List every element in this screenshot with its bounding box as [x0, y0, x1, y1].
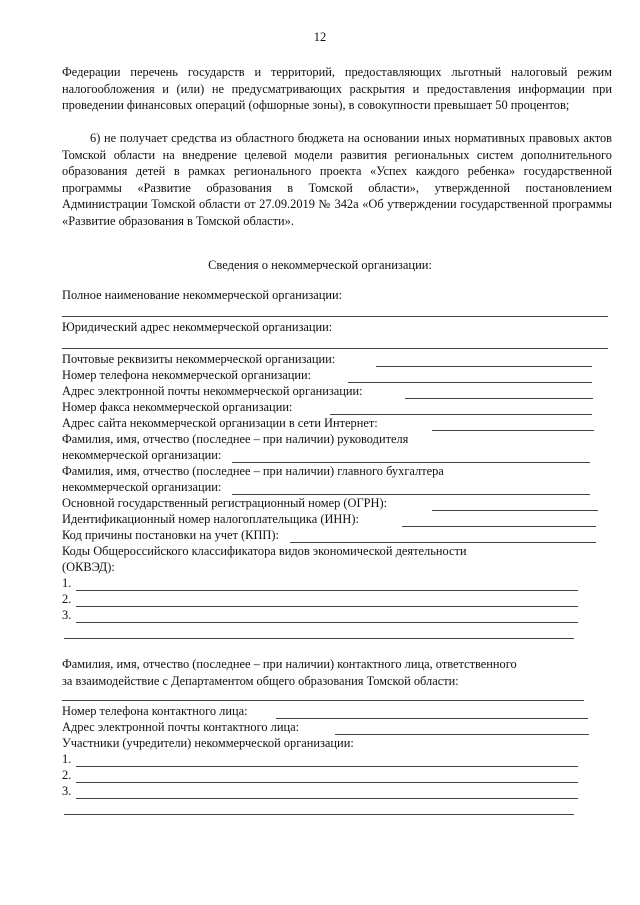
phone-label: Номер телефона некоммерческой организации:	[62, 368, 312, 382]
fax-label: Номер факса некоммерческой организации:	[62, 400, 293, 414]
inn-label: Идентификационный номер налогоплательщика (ИНН):	[62, 512, 359, 526]
head-label-line2: некоммерческой организации:	[62, 448, 222, 462]
okved-extra-blank[interactable]	[64, 638, 574, 639]
founder-number-3: 3.	[62, 784, 72, 798]
page-number: 12	[313, 30, 327, 44]
contact-person-blank[interactable]	[62, 700, 584, 701]
founders-label: Участники (учредители) некоммерческой организации:	[62, 736, 354, 750]
accountant-blank[interactable]	[232, 494, 590, 495]
ogrn-blank[interactable]	[432, 510, 598, 511]
okved-item-number-2: 2.	[62, 592, 72, 606]
website-blank[interactable]	[432, 430, 594, 431]
full-name-blank[interactable]	[62, 316, 608, 317]
okved-item-number-1: 1.	[62, 576, 72, 590]
founder-2-blank[interactable]	[76, 782, 578, 783]
kpp-blank[interactable]	[290, 542, 596, 543]
founder-extra-blank[interactable]	[64, 814, 574, 815]
accountant-label-line1: Фамилия, имя, отчество (последнее – при наличии) главного бухгалтера	[62, 464, 444, 478]
okved-item-3-blank[interactable]	[76, 622, 578, 623]
intro-paragraph-2: 6) не получает средства из областного бюджета на основании иных нормативных правовых актов Томской области на внедрение целевой модели развития региональных систем дополнительного образования детей в рамках регионального проекта «Успех каждого ребенка» государственной программы «Развитие образования в Томской области», утвержденной постановлением Администрации Томской области от 27.09.2019 № 342а «Об утверждении государственной программы «Развитие образования в Томской области».	[62, 131, 612, 228]
fax-blank[interactable]	[330, 414, 592, 415]
phone-blank[interactable]	[348, 382, 592, 383]
postal-blank[interactable]	[376, 366, 592, 367]
okved-item-1-blank[interactable]	[76, 590, 578, 591]
ogrn-label: Основной государственный регистрационный номер (ОГРН):	[62, 496, 388, 510]
accountant-label-line2: некоммерческой организации:	[62, 480, 222, 494]
okved-label-line2: (ОКВЭД):	[62, 560, 115, 574]
head-blank[interactable]	[232, 462, 590, 463]
contact-person-label-line2: за взаимодействие с Департаментом общего образования Томской области:	[62, 674, 459, 688]
email-label: Адрес электронной почты некоммерческой организации:	[62, 384, 363, 398]
founder-number-1: 1.	[62, 752, 72, 766]
full-name-label: Полное наименование некоммерческой организации:	[62, 288, 343, 302]
inn-blank[interactable]	[402, 526, 596, 527]
contact-phone-label: Номер телефона контактного лица:	[62, 704, 248, 718]
postal-label: Почтовые реквизиты некоммерческой организации:	[62, 352, 336, 366]
intro-paragraph-1: Федерации перечень государств и территорий, предоставляющих льготный налоговый режим налогообложения и (или) не предусматривающих раскрытия и предоставления информации при проведении финансовых операций (офшорные зоны), в совокупности превышает 50 процентов;	[62, 65, 612, 113]
legal-address-blank[interactable]	[62, 348, 608, 349]
contact-person-label-line1: Фамилия, имя, отчество (последнее – при наличии) контактного лица, ответственного	[62, 657, 517, 671]
contact-phone-blank[interactable]	[276, 718, 588, 719]
section-title: Сведения о некоммерческой организации:	[208, 258, 432, 272]
contact-email-blank[interactable]	[335, 734, 589, 735]
founder-number-2: 2.	[62, 768, 72, 782]
head-label-line1: Фамилия, имя, отчество (последнее – при наличии) руководителя	[62, 432, 409, 446]
okved-item-2-blank[interactable]	[76, 606, 578, 607]
kpp-label: Код причины постановки на учет (КПП):	[62, 528, 279, 542]
legal-address-label: Юридический адрес некоммерческой организации:	[62, 320, 333, 334]
website-label: Адрес сайта некоммерческой организации в сети Интернет:	[62, 416, 378, 430]
founder-1-blank[interactable]	[76, 766, 578, 767]
okved-item-number-3: 3.	[62, 608, 72, 622]
okved-label-line1: Коды Общероссийского классификатора видов экономической деятельности	[62, 544, 467, 558]
founder-3-blank[interactable]	[76, 798, 578, 799]
contact-email-label: Адрес электронной почты контактного лица:	[62, 720, 300, 734]
email-blank[interactable]	[405, 398, 593, 399]
